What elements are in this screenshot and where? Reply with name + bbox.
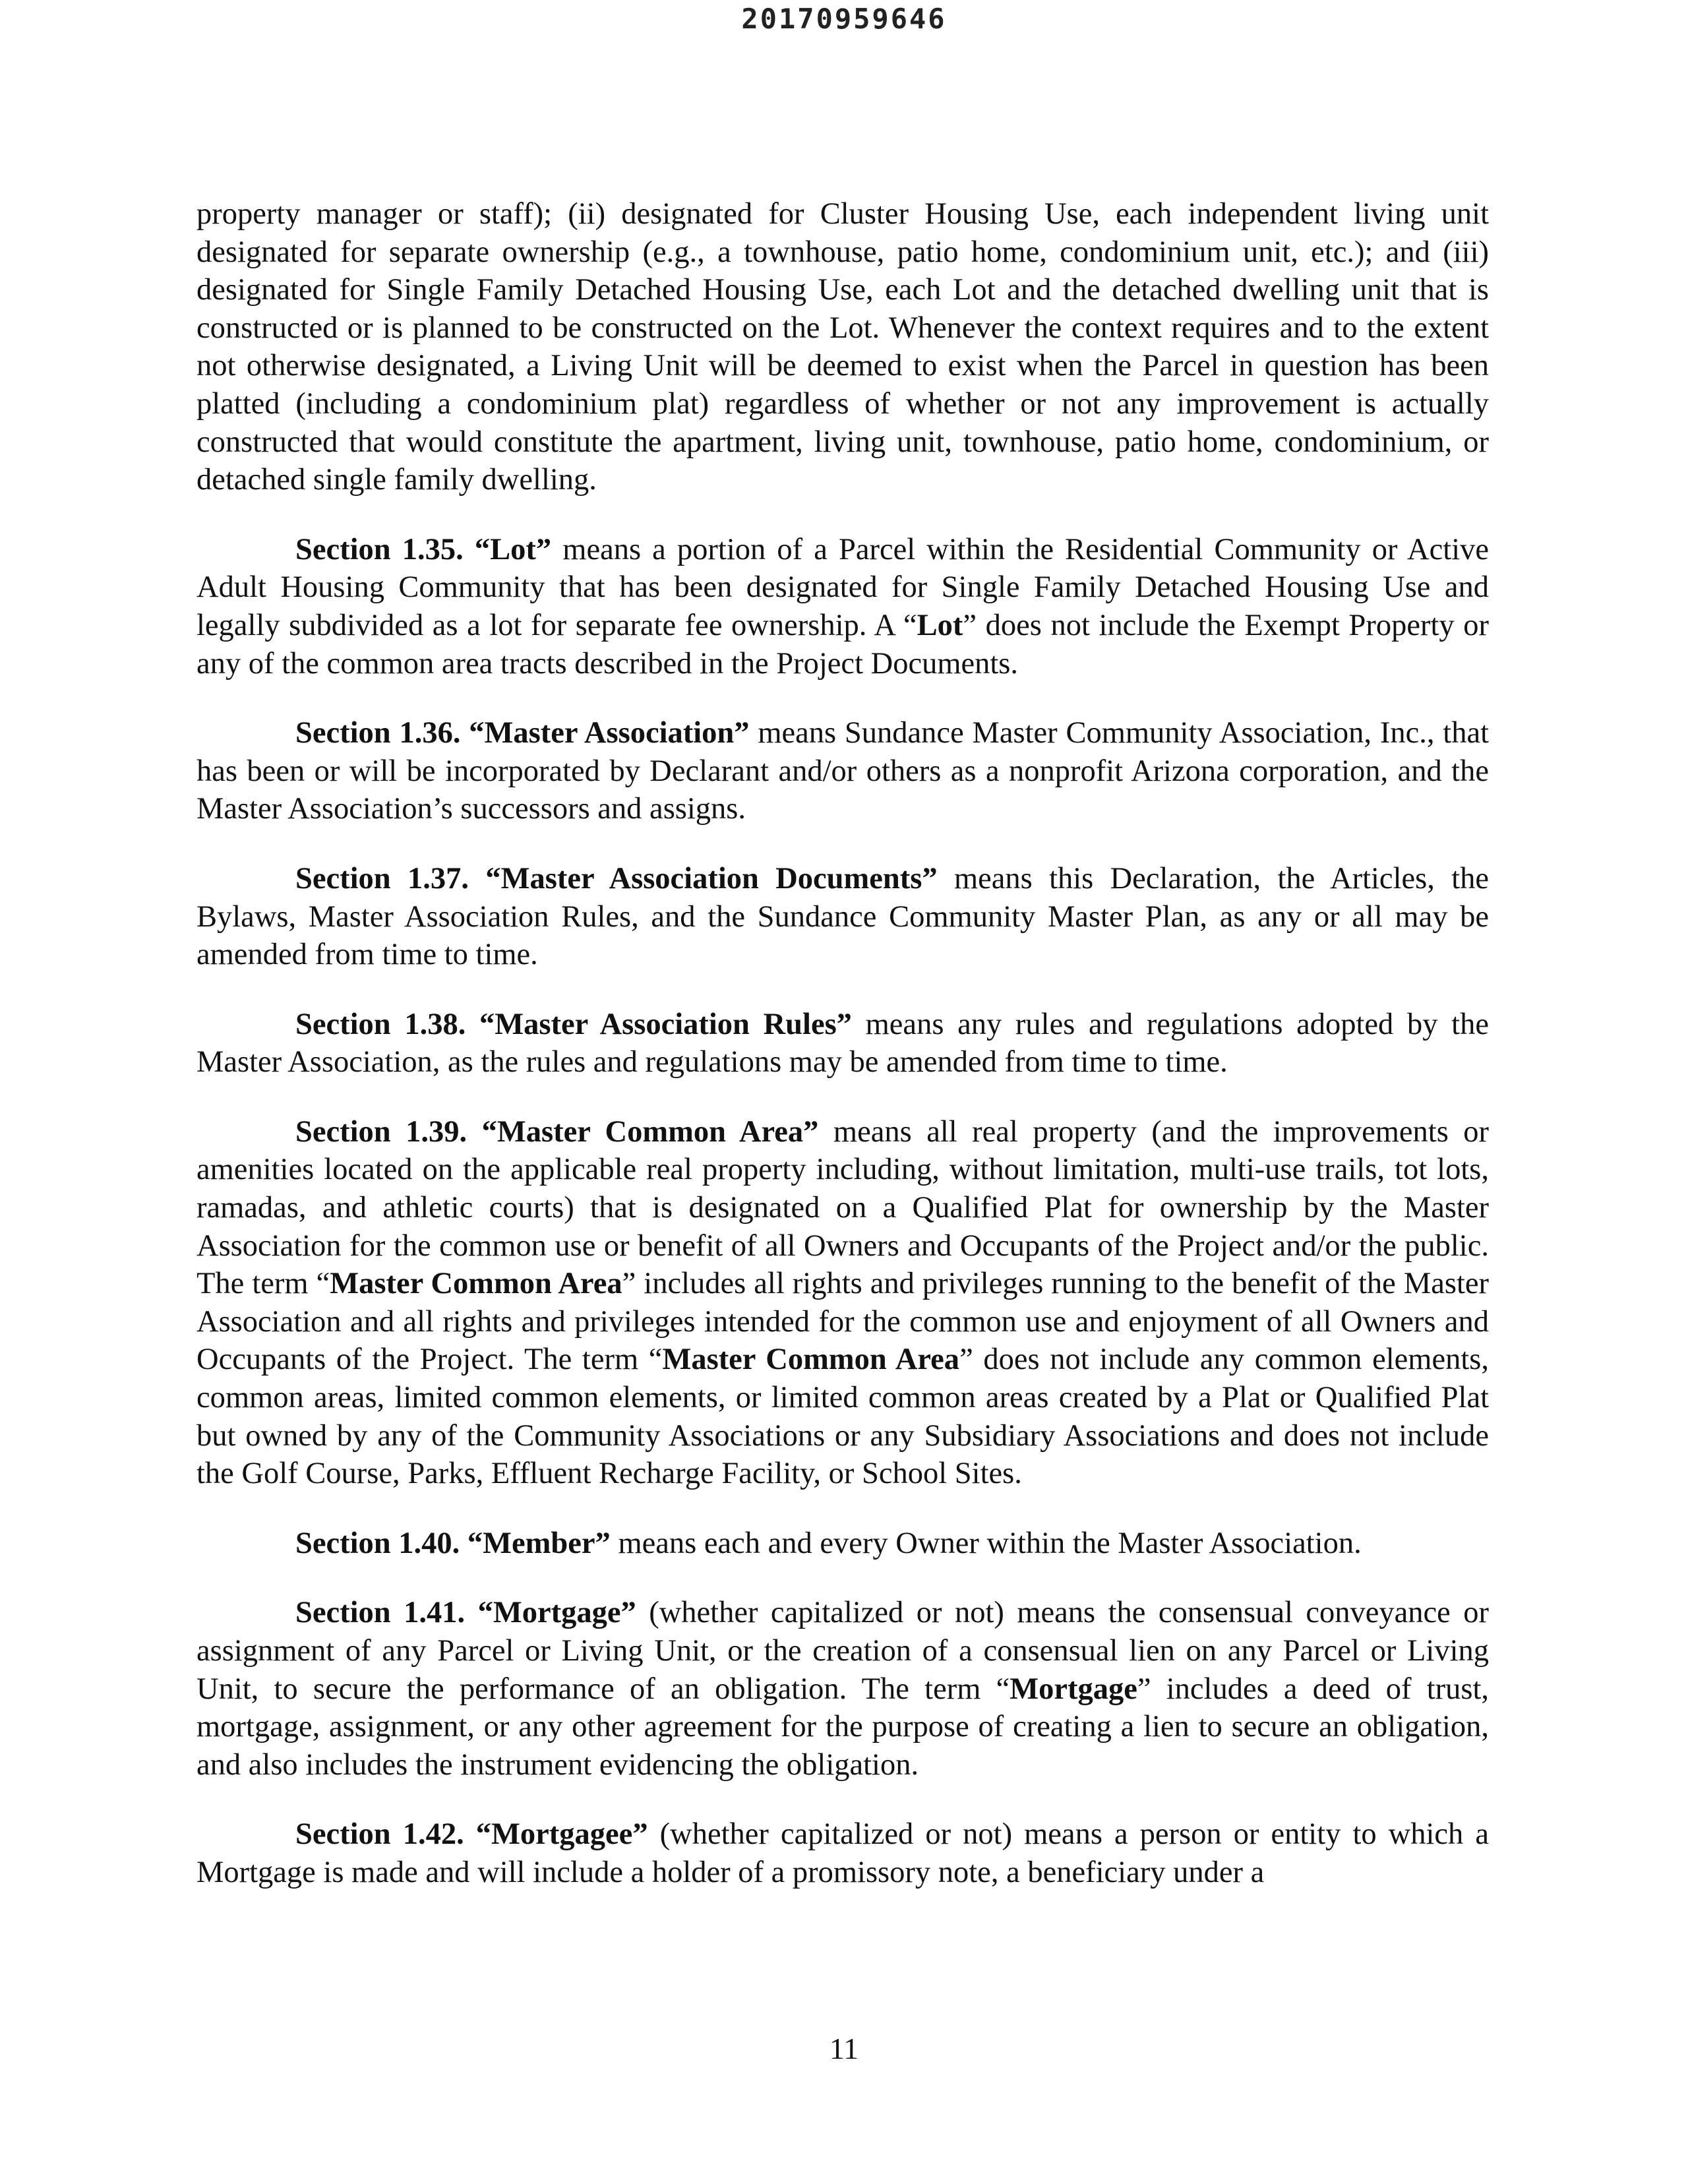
defined-term: “Mortgage” [477,1596,636,1630]
section-paragraph [196,531,1489,682]
section-text: means each and every Owner within the Master Association. [610,1526,1362,1560]
section-text: means all real property (and the improvements or amenities located on the applicable real property including, without limitation, multi-use trails, tot lots, ramadas, and athletic courts) that is designated on a Qualified Plat for ownership by the Master Association for the common use or benefit of all Owners and Occupants of the Project and/or the public. The term “ [196,1114,1490,1301]
defined-term: “Master Association Documents” [485,861,938,895]
section-text: ” includes all rights and privileges running to the benefit of the Master Association and all rights and privileges intended for the common use and enjoyment of all Owners and Occupants of the Project. The term “ [196,1267,1489,1377]
defined-term: Mortgage [1010,1672,1137,1706]
defined-term: “Lot” [474,532,552,566]
defined-term: “Master Common Area” [481,1114,819,1149]
section-text: (whether capitalized or not) means a person or entity to which a Mortgage is made and will include a holder of a promissory note, a beneficiary under a [196,1817,1489,1889]
defined-term: “Member” [467,1526,611,1560]
section-text: ” includes a deed of trust, mortgage, assignment, or any other agreement for the purpose of creating a lien to secure an obligation, and also includes the instrument evidencing the obligation. [196,1672,1489,1782]
section-text: ” does not include any common elements, common areas, limited common elements, or limited common areas created by a Plat or Qualified Plat but owned by any of the Community Associations or any Subsidiary Associations and does not include the Golf Course, Parks, Effluent Recharge Facility, or School Sites. [196,1343,1489,1491]
section-text: means a portion of a Parcel within the Residential Community or Active Adult Housing Community that has been designated for Single Family Detached Housing Use and legally subdivided as a lot for separate fee ownership. A “ [196,532,1490,642]
defined-term: “Master Association Rules” [479,1007,852,1041]
section-number: Section 1.40. [295,1526,460,1560]
section-paragraph [196,1525,1489,1563]
section-text: means any rules and regulations adopted by the Master Association, as the rules and regulations may be amended from time to time. [196,1007,1489,1079]
section-text: (whether capitalized or not) means the consensual conveyance or assignment of any Parcel or Living Unit, or the creation of a consensual lien on any Parcel or Living Unit, to secure the performance of an obligation. The term “ [196,1596,1489,1706]
section-number: Section 1.35. [295,532,464,566]
section-paragraph [196,1113,1489,1493]
section-number: Section 1.41. [295,1596,466,1630]
page-number: 11 [829,2032,859,2065]
section-number: Section 1.42. [295,1817,464,1852]
section-text: means this Declaration, the Articles, the Bylaws, Master Association Rules, and the Sundance Community Master Plan, as any or all may be amended from time to time. [196,861,1489,972]
defined-term: Master Common Area [330,1267,622,1301]
defined-term: “Mortgagee” [475,1817,648,1852]
section-number: Section 1.39. [295,1114,467,1149]
recording-number: 20170959646 [741,3,947,35]
section-number: Section 1.36. [295,716,461,750]
section-number: Section 1.37. [295,861,469,895]
continuation-paragraph: property manager or staff); (ii) designated for Cluster Housing Use, each independent living unit designated for separate ownership (e.g., a townhouse, patio home, condominium unit, etc.); and (iii) designated for Single Family Detached Housing Use, each Lot and the detached dwelling unit that is constructed or is planned to be constructed on the Lot. Whenever the context requires and to the extent not otherwise designated, a Living Unit will be deemed to exist when the Parcel in question has been platted (including a condominium plat) regardless of whether or not any improvement is actually constructed that would constitute the apartment, living unit, townhouse, patio home, condominium, or detached single family dwelling. [196,197,1489,497]
section-paragraph [196,860,1489,974]
section-paragraph [196,1006,1489,1081]
section-paragraph [196,714,1489,828]
section-text: means Sundance Master Community Association, Inc., that has been or will be incorporated by Declarant and/or others as a nonprofit Arizona corporation, and the Master Association’s successors and assigns. [196,716,1490,826]
defined-term: Master Common Area [662,1343,960,1377]
document-body [196,195,1489,1924]
section-paragraph [196,1815,1489,1891]
section-text: ” does not include the Exempt Property or any of the common area tracts described in the Project Documents. [196,608,1489,681]
defined-term: Lot [917,608,963,642]
section-number: Section 1.38. [295,1007,466,1041]
sections-list [196,531,1489,1892]
defined-term: “Master Association” [469,716,750,750]
section-paragraph [196,1594,1489,1784]
